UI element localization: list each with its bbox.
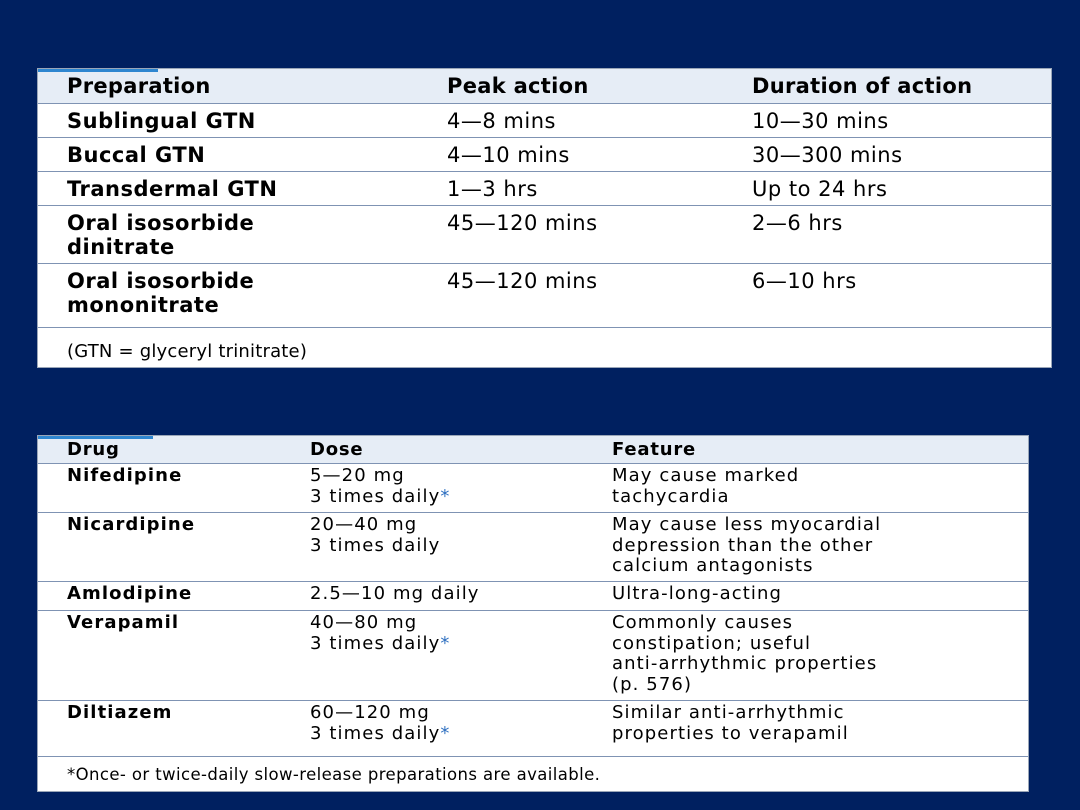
table-row xyxy=(38,611,1028,701)
preparation-cell: Transdermal GTN xyxy=(38,172,447,206)
preparation-cell xyxy=(38,264,447,328)
dose-line xyxy=(310,634,612,655)
duration-cell: 30—300 mins xyxy=(752,138,1051,172)
dose-line: 3 times daily xyxy=(310,534,441,556)
table-row xyxy=(38,138,1051,172)
feature-line: calcium antagonists xyxy=(612,555,814,576)
feature-line: anti-arrhythmic properties xyxy=(612,653,878,674)
table-row xyxy=(38,513,1028,582)
peak-cell: 4—10 mins xyxy=(447,138,752,172)
dose-line: 60—120 mg xyxy=(310,702,430,723)
feature-line: tachycardia xyxy=(612,485,730,507)
feature-line: properties to verapamil xyxy=(612,722,849,744)
table-row xyxy=(38,464,1028,513)
preparation-cell: Sublingual GTN xyxy=(38,104,447,138)
feature-cell: Ultra-long-acting xyxy=(612,582,1028,611)
dose-cell: 2.5—10 mg daily xyxy=(310,582,612,611)
peak-cell: 45—120 mins xyxy=(447,264,752,328)
dose-text: 3 times daily xyxy=(310,632,441,654)
calcium-antagonists-table xyxy=(37,435,1029,792)
dose-line xyxy=(310,487,612,508)
feature-line: (p. 576) xyxy=(612,673,693,695)
feature-line: Similar anti-arrhythmic xyxy=(612,702,845,723)
preparation-line: Oral isosorbide xyxy=(67,269,255,293)
feature-cell xyxy=(612,464,1028,513)
duration-cell: 6—10 hrs xyxy=(752,264,1051,328)
dose-cell xyxy=(310,611,612,701)
nitrate-preparations-table xyxy=(37,68,1052,368)
header-preparation: Preparation xyxy=(38,69,447,104)
table-footnote-row xyxy=(38,328,1051,377)
table-header-row xyxy=(38,69,1051,104)
preparation-cell xyxy=(38,206,447,264)
header-duration: Duration of action xyxy=(752,69,1051,104)
header-dose: Dose xyxy=(310,436,612,464)
dose-line: 20—40 mg xyxy=(310,514,418,535)
table-footnote-row xyxy=(38,757,1028,786)
drug-cell: Diltiazem xyxy=(38,701,310,757)
drug-cell: Nifedipine xyxy=(38,464,310,513)
table-tab-accent xyxy=(38,69,158,72)
table-row xyxy=(38,264,1051,328)
dose-cell xyxy=(310,701,612,757)
drug-cell: Verapamil xyxy=(38,611,310,701)
table-footnote: *Once- or twice-daily slow-release preparations are available. xyxy=(38,757,1028,786)
table-row xyxy=(38,172,1051,206)
peak-cell: 1—3 hrs xyxy=(447,172,752,206)
table-footnote: (GTN = glyceryl trinitrate) xyxy=(38,328,1051,377)
table-row xyxy=(38,582,1028,611)
peak-cell: 45—120 mins xyxy=(447,206,752,264)
feature-line: constipation; useful xyxy=(612,632,812,654)
dose-text: 3 times daily xyxy=(310,722,441,744)
feature-line: May cause less myocardial xyxy=(612,514,882,535)
dose-cell xyxy=(310,464,612,513)
preparation-line: Oral isosorbide xyxy=(67,211,255,235)
feature-cell xyxy=(612,513,1028,582)
asterisk-marker: * xyxy=(440,722,451,744)
preparation-line: dinitrate xyxy=(67,235,175,259)
feature-cell xyxy=(612,701,1028,757)
duration-cell: 2—6 hrs xyxy=(752,206,1051,264)
feature-cell xyxy=(612,611,1028,701)
feature-line: depression than the other xyxy=(612,534,874,556)
feature-line: Commonly causes xyxy=(612,612,794,633)
header-feature: Feature xyxy=(612,436,1028,464)
table-tab-accent xyxy=(38,436,153,439)
table-row xyxy=(38,104,1051,138)
dose-line: 5—20 mg xyxy=(310,465,405,486)
table-header-row xyxy=(38,436,1028,464)
peak-cell: 4—8 mins xyxy=(447,104,752,138)
dose-text: 3 times daily xyxy=(310,485,441,507)
asterisk-marker: * xyxy=(440,485,451,507)
table-row xyxy=(38,206,1051,264)
preparation-cell: Buccal GTN xyxy=(38,138,447,172)
duration-cell: Up to 24 hrs xyxy=(752,172,1051,206)
header-drug: Drug xyxy=(38,436,310,464)
header-peak-action: Peak action xyxy=(447,69,752,104)
feature-line: May cause marked xyxy=(612,465,800,486)
asterisk-marker: * xyxy=(440,632,451,654)
drug-cell: Amlodipine xyxy=(38,582,310,611)
preparation-line: mononitrate xyxy=(67,293,220,317)
duration-cell: 10—30 mins xyxy=(752,104,1051,138)
dose-line: 40—80 mg xyxy=(310,612,418,633)
dose-line xyxy=(310,724,612,745)
drug-cell: Nicardipine xyxy=(38,513,310,582)
dose-cell xyxy=(310,513,612,582)
table-row xyxy=(38,701,1028,757)
